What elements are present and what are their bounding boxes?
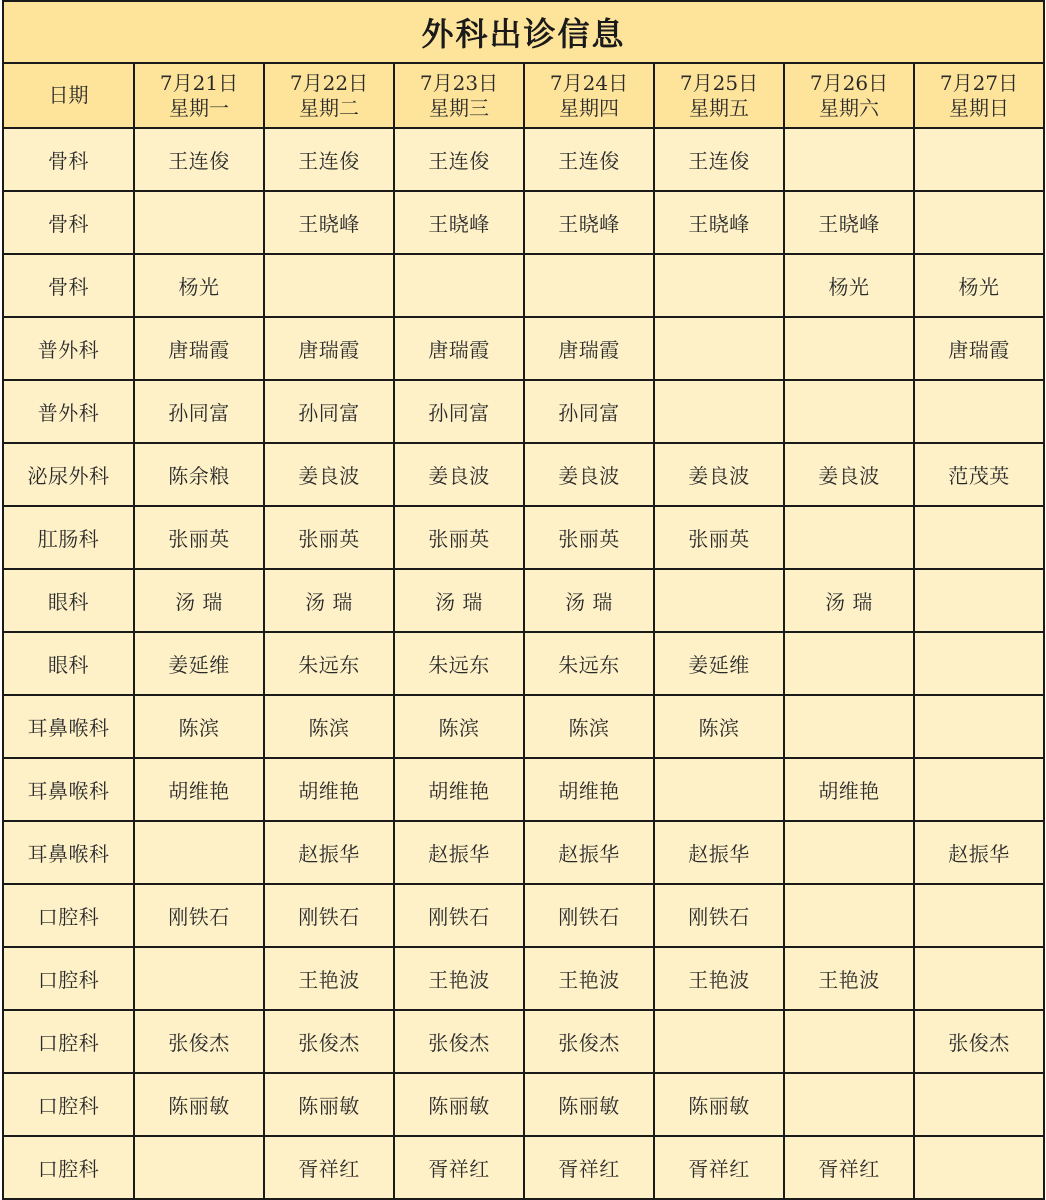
dept-cell: 眼科 xyxy=(4,569,134,632)
doctor-cell: 陈滨 xyxy=(134,695,264,758)
doctor-cell xyxy=(784,1010,914,1073)
doctor-cell xyxy=(914,1073,1043,1136)
doctor-cell xyxy=(914,758,1043,821)
doctor-cell xyxy=(394,254,524,317)
doctor-cell: 汤 瑞 xyxy=(264,569,394,632)
header-weekday: 星期六 xyxy=(819,95,879,120)
header-date: 7月23日 xyxy=(419,70,499,95)
doctor-cell: 王晓峰 xyxy=(524,191,654,254)
doctor-cell: 朱远东 xyxy=(264,632,394,695)
doctor-cell xyxy=(134,947,264,1010)
dept-cell: 耳鼻喉科 xyxy=(4,695,134,758)
doctor-cell xyxy=(784,884,914,947)
doctor-cell: 王连俊 xyxy=(134,128,264,191)
table-row xyxy=(4,1010,1043,1073)
table-row xyxy=(4,758,1043,821)
table-row xyxy=(4,1136,1043,1199)
doctor-cell: 胡维艳 xyxy=(524,758,654,821)
doctor-cell: 王晓峰 xyxy=(654,191,784,254)
doctor-cell: 陈滨 xyxy=(264,695,394,758)
doctor-cell xyxy=(654,569,784,632)
doctor-cell: 胡维艳 xyxy=(394,758,524,821)
header-weekday: 星期日 xyxy=(949,95,1009,120)
doctor-cell xyxy=(654,758,784,821)
doctor-cell: 范茂英 xyxy=(914,443,1043,506)
header-weekday: 星期五 xyxy=(689,95,749,120)
doctor-cell xyxy=(784,1073,914,1136)
doctor-cell: 陈丽敏 xyxy=(264,1073,394,1136)
doctor-cell: 汤 瑞 xyxy=(784,569,914,632)
doctor-cell: 王艳波 xyxy=(394,947,524,1010)
doctor-cell xyxy=(784,821,914,884)
dept-cell: 耳鼻喉科 xyxy=(4,821,134,884)
doctor-cell: 唐瑞霞 xyxy=(134,317,264,380)
doctor-cell xyxy=(654,1010,784,1073)
dept-cell: 普外科 xyxy=(4,317,134,380)
doctor-cell: 孙同富 xyxy=(394,380,524,443)
doctor-cell: 刚铁石 xyxy=(654,884,784,947)
table-row xyxy=(4,128,1043,191)
doctor-cell: 张丽英 xyxy=(654,506,784,569)
doctor-cell: 朱远东 xyxy=(394,632,524,695)
doctor-cell: 王艳波 xyxy=(524,947,654,1010)
header-day-3 xyxy=(394,64,524,128)
doctor-cell xyxy=(914,506,1043,569)
header-day-5 xyxy=(654,64,784,128)
doctor-cell: 赵振华 xyxy=(264,821,394,884)
doctor-cell xyxy=(134,821,264,884)
doctor-cell xyxy=(784,632,914,695)
header-weekday: 星期一 xyxy=(169,95,229,120)
header-date: 7月27日 xyxy=(939,70,1019,95)
doctor-cell xyxy=(914,947,1043,1010)
table-row xyxy=(4,506,1043,569)
doctor-cell: 张丽英 xyxy=(264,506,394,569)
doctor-cell: 王连俊 xyxy=(264,128,394,191)
doctor-cell: 王连俊 xyxy=(654,128,784,191)
doctor-cell: 孙同富 xyxy=(264,380,394,443)
dept-cell: 骨科 xyxy=(4,128,134,191)
table-row xyxy=(4,1073,1043,1136)
doctor-cell: 赵振华 xyxy=(394,821,524,884)
dept-cell: 口腔科 xyxy=(4,1010,134,1073)
table-row xyxy=(4,695,1043,758)
doctor-cell: 赵振华 xyxy=(654,821,784,884)
table-row xyxy=(4,821,1043,884)
doctor-cell: 汤 瑞 xyxy=(524,569,654,632)
doctor-cell: 唐瑞霞 xyxy=(264,317,394,380)
table-row xyxy=(4,443,1043,506)
doctor-cell: 胥祥红 xyxy=(524,1136,654,1199)
doctor-cell: 陈滨 xyxy=(524,695,654,758)
doctor-cell xyxy=(134,1136,264,1199)
doctor-cell: 王晓峰 xyxy=(394,191,524,254)
title-bar xyxy=(4,2,1043,64)
table-row xyxy=(4,632,1043,695)
doctor-cell xyxy=(784,317,914,380)
doctor-cell: 赵振华 xyxy=(524,821,654,884)
doctor-cell: 陈滨 xyxy=(654,695,784,758)
header-date: 7月24日 xyxy=(549,70,629,95)
header-day-6 xyxy=(784,64,914,128)
header-date: 7月22日 xyxy=(289,70,369,95)
doctor-cell: 汤 瑞 xyxy=(134,569,264,632)
doctor-cell: 刚铁石 xyxy=(524,884,654,947)
doctor-cell: 王艳波 xyxy=(264,947,394,1010)
doctor-cell: 孙同富 xyxy=(134,380,264,443)
doctor-cell: 胡维艳 xyxy=(784,758,914,821)
doctor-cell xyxy=(914,695,1043,758)
doctor-cell: 张俊杰 xyxy=(134,1010,264,1073)
header-day-4 xyxy=(524,64,654,128)
header-day-2 xyxy=(264,64,394,128)
doctor-cell xyxy=(784,128,914,191)
header-date: 7月25日 xyxy=(679,70,759,95)
header-weekday: 星期二 xyxy=(299,95,359,120)
header-day-7 xyxy=(914,64,1043,128)
doctor-cell: 姜延维 xyxy=(654,632,784,695)
doctor-cell: 陈丽敏 xyxy=(394,1073,524,1136)
doctor-cell: 胡维艳 xyxy=(134,758,264,821)
table-row xyxy=(4,380,1043,443)
doctor-cell: 胥祥红 xyxy=(264,1136,394,1199)
doctor-cell xyxy=(784,506,914,569)
doctor-cell: 王晓峰 xyxy=(264,191,394,254)
doctor-cell: 刚铁石 xyxy=(394,884,524,947)
schedule-table xyxy=(4,64,1043,1200)
dept-cell: 口腔科 xyxy=(4,1073,134,1136)
header-date: 7月26日 xyxy=(809,70,889,95)
doctor-cell: 刚铁石 xyxy=(264,884,394,947)
table-row xyxy=(4,191,1043,254)
doctor-cell: 姜良波 xyxy=(784,443,914,506)
dept-cell: 口腔科 xyxy=(4,884,134,947)
doctor-cell: 姜良波 xyxy=(264,443,394,506)
dept-cell: 普外科 xyxy=(4,380,134,443)
doctor-cell xyxy=(654,254,784,317)
doctor-cell: 王连俊 xyxy=(524,128,654,191)
header-weekday: 星期三 xyxy=(429,95,489,120)
header-date: 7月21日 xyxy=(159,70,239,95)
doctor-cell xyxy=(914,128,1043,191)
doctor-cell: 刚铁石 xyxy=(134,884,264,947)
doctor-cell: 孙同富 xyxy=(524,380,654,443)
doctor-cell: 张丽英 xyxy=(394,506,524,569)
table-body xyxy=(4,128,1043,1199)
doctor-cell: 朱远东 xyxy=(524,632,654,695)
doctor-cell: 陈丽敏 xyxy=(134,1073,264,1136)
doctor-cell: 姜良波 xyxy=(394,443,524,506)
doctor-cell xyxy=(914,632,1043,695)
doctor-cell: 姜良波 xyxy=(654,443,784,506)
doctor-cell: 唐瑞霞 xyxy=(524,317,654,380)
table-row xyxy=(4,317,1043,380)
doctor-cell xyxy=(914,1136,1043,1199)
doctor-cell: 张俊杰 xyxy=(914,1010,1043,1073)
doctor-cell: 张丽英 xyxy=(134,506,264,569)
doctor-cell: 杨光 xyxy=(134,254,264,317)
doctor-cell: 王艳波 xyxy=(784,947,914,1010)
doctor-cell: 唐瑞霞 xyxy=(914,317,1043,380)
doctor-cell xyxy=(914,884,1043,947)
doctor-cell: 王艳波 xyxy=(654,947,784,1010)
doctor-cell xyxy=(914,569,1043,632)
doctor-cell xyxy=(654,317,784,380)
doctor-cell: 胡维艳 xyxy=(264,758,394,821)
doctor-cell xyxy=(784,380,914,443)
doctor-cell xyxy=(654,380,784,443)
header-row xyxy=(4,64,1043,128)
table-row xyxy=(4,254,1043,317)
doctor-cell: 胥祥红 xyxy=(394,1136,524,1199)
dept-cell: 骨科 xyxy=(4,191,134,254)
doctor-cell: 张俊杰 xyxy=(394,1010,524,1073)
doctor-cell: 王晓峰 xyxy=(784,191,914,254)
dept-cell: 口腔科 xyxy=(4,1136,134,1199)
doctor-cell: 张俊杰 xyxy=(524,1010,654,1073)
doctor-cell: 杨光 xyxy=(784,254,914,317)
doctor-cell: 张俊杰 xyxy=(264,1010,394,1073)
doctor-cell xyxy=(914,191,1043,254)
doctor-cell: 杨光 xyxy=(914,254,1043,317)
doctor-cell: 张丽英 xyxy=(524,506,654,569)
header-day-1 xyxy=(134,64,264,128)
doctor-cell: 陈滨 xyxy=(394,695,524,758)
doctor-cell: 汤 瑞 xyxy=(394,569,524,632)
doctor-cell: 姜良波 xyxy=(524,443,654,506)
doctor-cell xyxy=(784,695,914,758)
table-row xyxy=(4,569,1043,632)
doctor-cell xyxy=(524,254,654,317)
doctor-cell xyxy=(134,191,264,254)
dept-cell: 肛肠科 xyxy=(4,506,134,569)
table-row xyxy=(4,947,1043,1010)
header-date-label: 日期 xyxy=(4,64,134,128)
doctor-cell: 王连俊 xyxy=(394,128,524,191)
doctor-cell xyxy=(914,380,1043,443)
dept-cell: 眼科 xyxy=(4,632,134,695)
doctor-cell: 陈丽敏 xyxy=(524,1073,654,1136)
doctor-cell: 胥祥红 xyxy=(784,1136,914,1199)
dept-cell: 骨科 xyxy=(4,254,134,317)
dept-cell: 口腔科 xyxy=(4,947,134,1010)
doctor-cell: 唐瑞霞 xyxy=(394,317,524,380)
doctor-cell: 赵振华 xyxy=(914,821,1043,884)
doctor-cell: 陈丽敏 xyxy=(654,1073,784,1136)
doctor-cell: 姜延维 xyxy=(134,632,264,695)
dept-cell: 泌尿外科 xyxy=(4,443,134,506)
dept-cell: 耳鼻喉科 xyxy=(4,758,134,821)
header-weekday: 星期四 xyxy=(559,95,619,120)
page-title: 外科出诊信息 xyxy=(421,15,626,53)
doctor-cell xyxy=(264,254,394,317)
table-row xyxy=(4,884,1043,947)
doctor-cell: 胥祥红 xyxy=(654,1136,784,1199)
schedule-sheet xyxy=(2,0,1045,1200)
doctor-cell: 陈余粮 xyxy=(134,443,264,506)
